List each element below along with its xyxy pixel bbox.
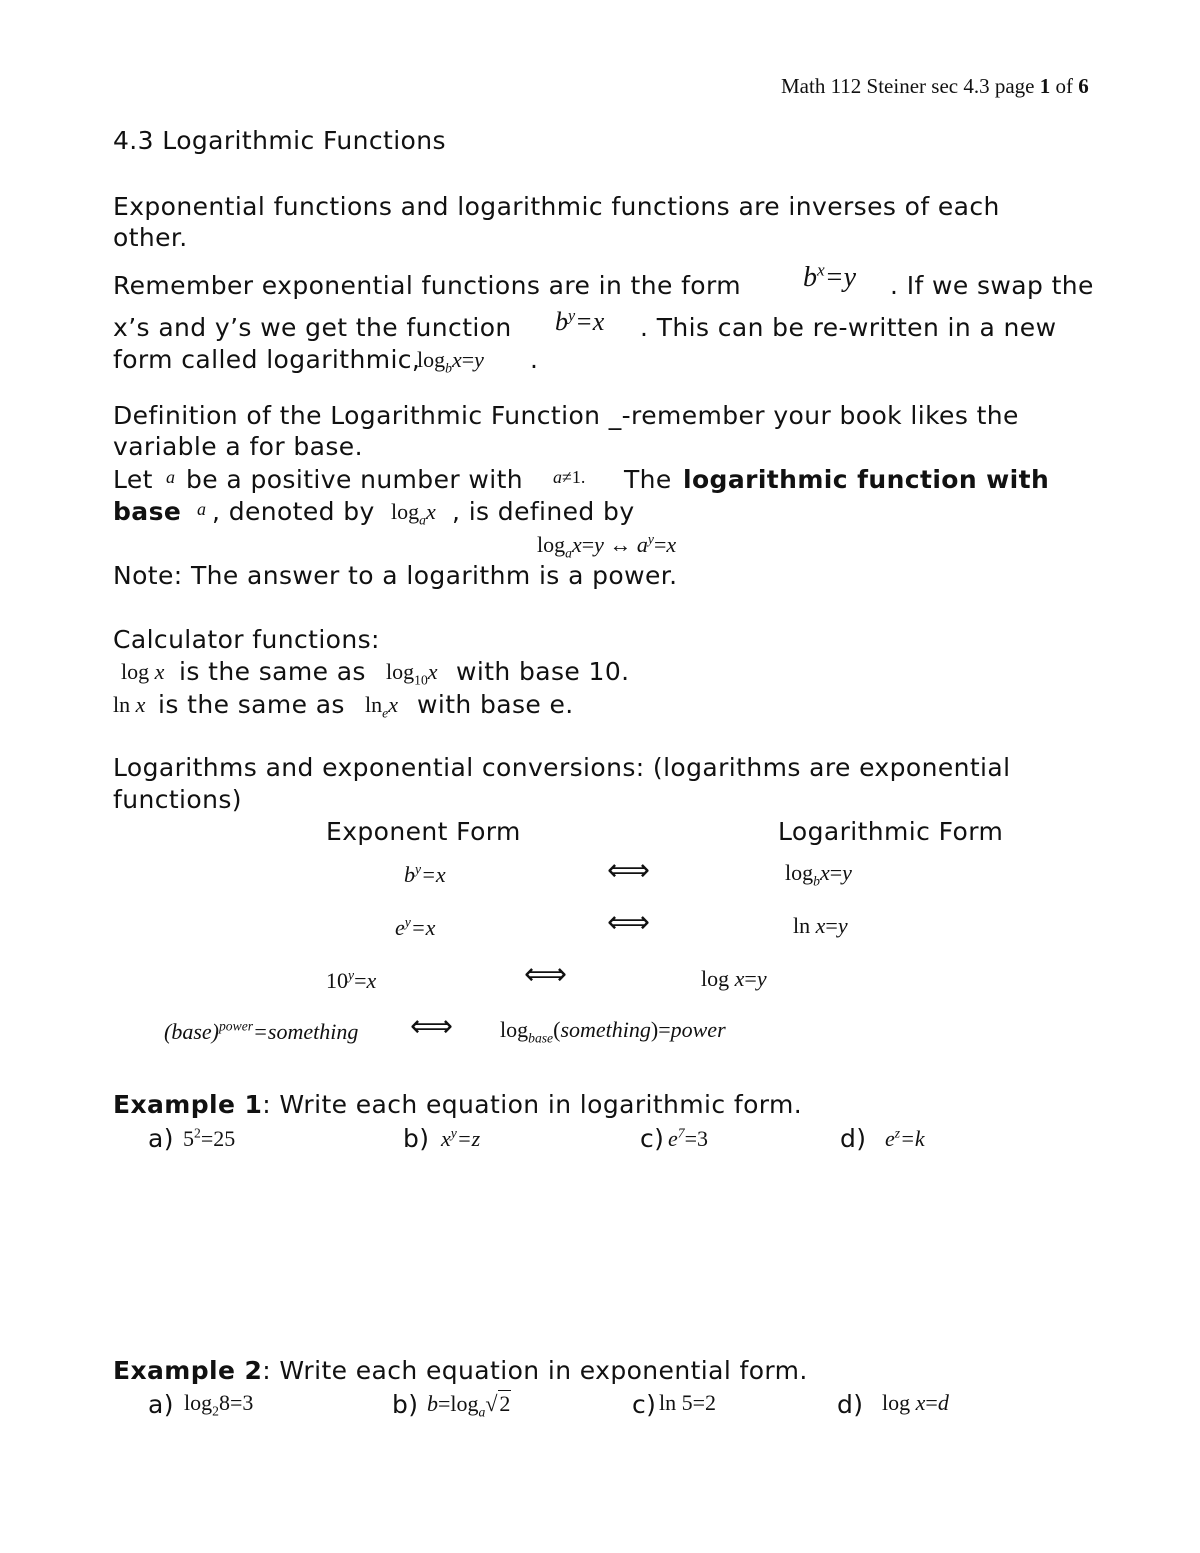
- example-2-b-label: b): [392, 1390, 419, 1419]
- conversions-heading-2: functions): [113, 785, 242, 814]
- col-logarithmic-form: Logarithmic Form: [778, 817, 1004, 846]
- example-2-d-label: d): [837, 1390, 864, 1419]
- definition-denoted: , denoted by: [212, 497, 375, 526]
- definition-bold-2: base: [113, 497, 182, 526]
- eq-a-neq-1: a≠1.: [553, 467, 586, 487]
- conv-row1-exp: $b^y=x$: [404, 861, 446, 887]
- calculator-line2b: with base e.: [417, 690, 574, 719]
- conv-row2-exp: $e^y=x$: [395, 914, 436, 940]
- double-arrow-icon: ⟺: [524, 957, 568, 992]
- eq-swapped-form: $b^y=x$: [555, 307, 605, 336]
- example-1-a-eq: $5^2=25$: [183, 1125, 236, 1151]
- example-2-d-eq: log x=d: [882, 1390, 949, 1415]
- conversions-heading-1: Logarithms and exponential conversions: (logarithms are exponential: [113, 753, 1011, 782]
- var-a: a: [166, 467, 175, 487]
- page-total: 6: [1078, 74, 1089, 98]
- double-arrow-icon: ⟺: [607, 905, 651, 940]
- example-2-b-eq: $b=\log_a√2$: [427, 1391, 511, 1420]
- remember-text-3: x’s and y’s we get the function: [113, 313, 512, 342]
- definition-defined: , is defined by: [452, 497, 635, 526]
- remember-text-5: form called logarithmic,: [113, 345, 421, 374]
- remember-text-4: . This can be re-written in a new: [640, 313, 1057, 342]
- eq-exp-form: $b^x=y$: [803, 260, 857, 293]
- example-1-a-label: a): [148, 1124, 174, 1153]
- example-1-c-label: c): [640, 1124, 665, 1153]
- remember-text-1: Remember exponential functions are in the form: [113, 271, 741, 300]
- eq-log-x: log x: [121, 659, 165, 684]
- definition-line-2: variable a for base.: [113, 432, 363, 461]
- definition-line-1: Definition of the Logarithmic Function _-remember your book likes the: [113, 401, 1019, 430]
- definition-bold-1: logarithmic function with: [683, 465, 1050, 494]
- eq-definition: $\log_ax=y$ ↔ $a^y=x$: [537, 531, 677, 561]
- double-arrow-icon: ⟺: [607, 853, 651, 888]
- example-2-label: Example 2: [113, 1356, 263, 1385]
- example-2-c-label: c): [632, 1390, 657, 1419]
- eq-ln-x: ln x: [113, 692, 146, 717]
- remember-text-6: .: [530, 345, 539, 374]
- section-title: 4.3 Logarithmic Functions: [113, 126, 446, 155]
- col-exponent-form: Exponent Form: [326, 817, 521, 846]
- example-2-a-label: a): [148, 1390, 174, 1419]
- eq-log-form: $\log_bx=y$: [417, 347, 484, 376]
- example-1-b-label: b): [403, 1124, 430, 1153]
- header-text: Math 112 Steiner sec 4.3 page: [781, 74, 1040, 98]
- example-1-label: Example 1: [113, 1090, 263, 1119]
- remember-text-2: . If we swap the: [890, 271, 1094, 300]
- eq-log10-x: $\log_{10}x$: [386, 659, 438, 688]
- double-arrow-icon: ⟺: [410, 1009, 454, 1044]
- calculator-line1b: with base 10.: [456, 657, 630, 686]
- calculator-heading: Calculator functions:: [113, 625, 380, 654]
- conv-row4-exp: (base)$^{power}$=something: [164, 1018, 359, 1044]
- example-2-instruction: : Write each equation in exponential form.: [262, 1356, 808, 1385]
- example-1-instruction: : Write each equation in logarithmic form.: [262, 1090, 803, 1119]
- conv-row4-log: $\log_{base}(something)=power$: [500, 1017, 726, 1046]
- conv-row3-exp: $10^y=x$: [326, 967, 377, 993]
- example-1-d-eq: $e^z=k$: [885, 1125, 925, 1151]
- conv-row1-log: $\log_bx=y$: [785, 860, 852, 889]
- page-header: [781, 74, 1089, 99]
- intro-line-1: Exponential functions and logarithmic functions are inverses of each: [113, 192, 1000, 221]
- note: Note: The answer to a logarithm is a power.: [113, 561, 678, 590]
- page-number: 1: [1039, 74, 1051, 98]
- example-1-b-eq: $x^y=z$: [441, 1125, 481, 1151]
- example-2-a-eq: $\log_28=3$: [184, 1390, 254, 1419]
- example-2-heading: [113, 1355, 808, 1386]
- intro-line-2: other.: [113, 223, 188, 252]
- var-a-2: a: [197, 499, 206, 519]
- eq-log-a-x: $\log_ax$: [391, 499, 436, 528]
- example-1-d-label: d): [840, 1124, 867, 1153]
- header-of: of: [1050, 74, 1079, 98]
- calculator-line2a: is the same as: [158, 690, 345, 719]
- definition-positive: be a positive number with: [186, 465, 524, 494]
- calculator-line1a: is the same as: [179, 657, 366, 686]
- definition-the: The: [624, 465, 672, 494]
- definition-let: Let: [113, 465, 153, 494]
- eq-ln-e-x: $\ln_ex$: [365, 692, 398, 721]
- conv-row2-log: ln x=y: [793, 913, 848, 938]
- example-1-heading: [113, 1089, 802, 1120]
- example-2-c-eq: ln 5=2: [659, 1390, 717, 1415]
- example-1-c-eq: $e^7=3$: [668, 1125, 708, 1151]
- conv-row3-log: log x=y: [701, 966, 767, 991]
